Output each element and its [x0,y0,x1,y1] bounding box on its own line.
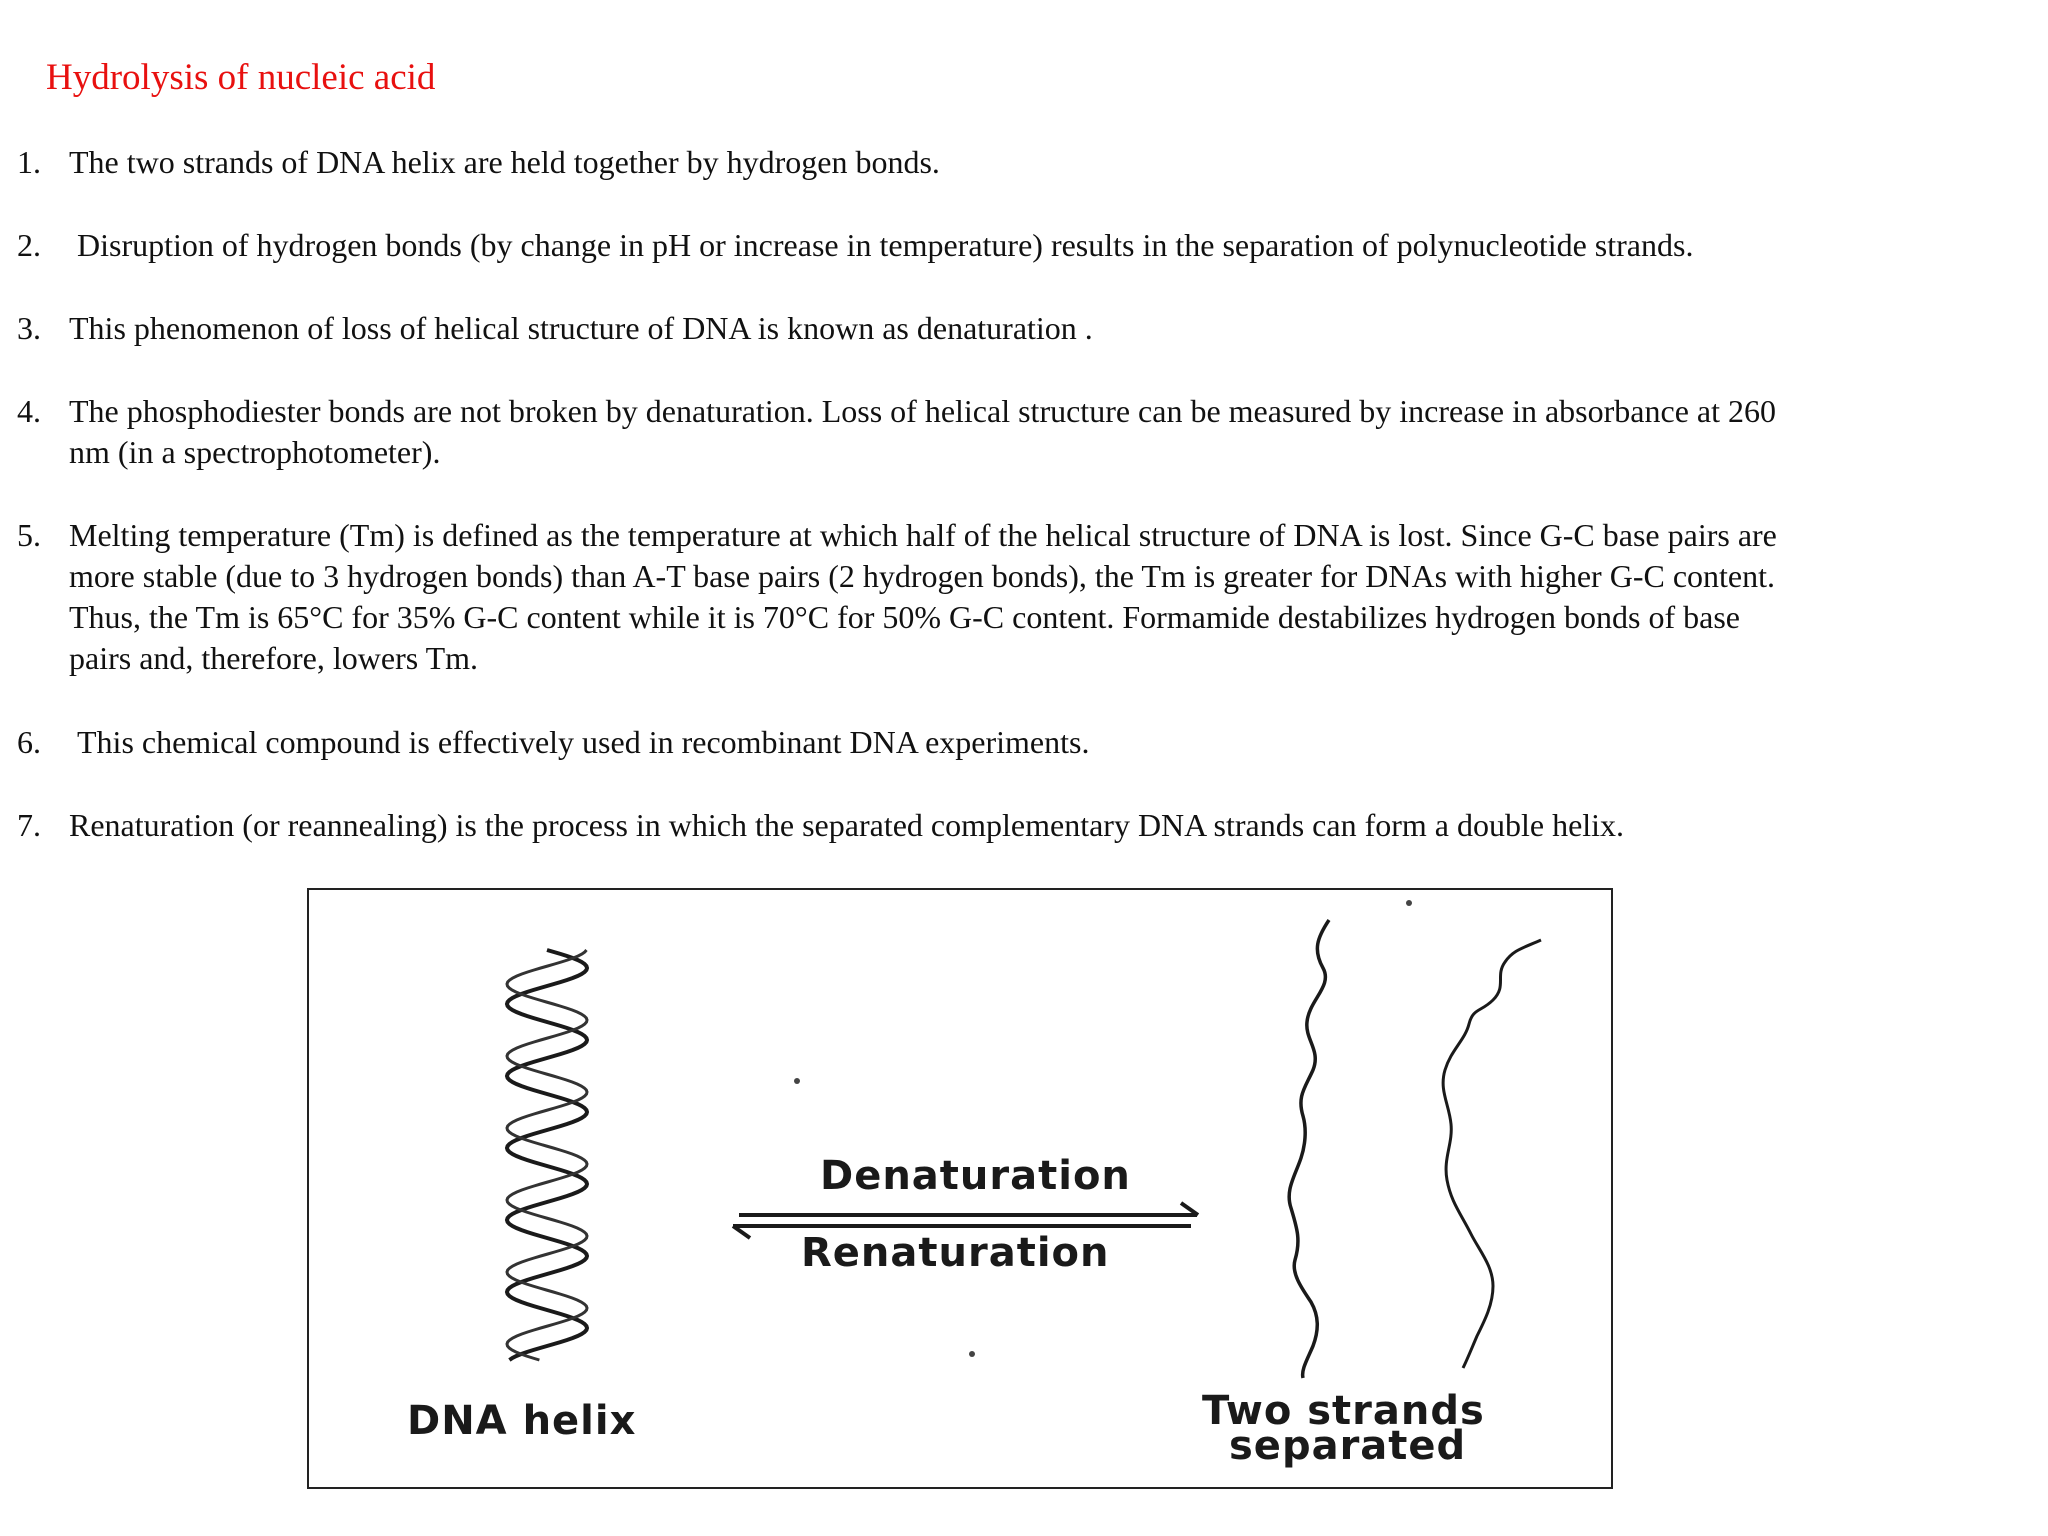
item-line: Thus, the Tm is 65°C for 35% G-C content while it is 70°C for 50% G-C content. Formamide destabilizes hydrogen bonds of base [69,599,1740,635]
item-number: 7. [17,807,41,843]
item-text [69,142,1929,183]
item-line: Melting temperature (Tm) is defined as the temperature at which half of the helical structure of DNA is lost. Since G-C base pairs are [69,517,1777,553]
separated-label: separated [1229,1423,1467,1469]
denaturation-label: Denaturation [820,1153,1131,1199]
item-line: This phenomenon of loss of helical structure of DNA is known as denaturation . [69,310,1093,346]
item-line: nm (in a spectrophotometer). [69,434,441,470]
item-number: 5. [17,517,41,553]
item-text [69,308,1929,349]
item-line: The phosphodiester bonds are not broken by denaturation. Loss of helical structure can be measured by increase in absorbance at 260 [69,393,1776,429]
item-line: more stable (due to 3 hydrogen bonds) than A-T base pairs (2 hydrogen bonds), the Tm is greater for DNAs with higher G-C content. [69,558,1775,594]
item-number: 4. [17,393,41,429]
item-number: 1. [17,144,41,180]
separated-strand-left [1289,920,1329,1378]
separated-strand-right [1443,940,1541,1368]
item-number: 2. [17,227,41,263]
dna-helix-label: DNA helix [407,1398,637,1444]
item-text [69,805,1929,846]
speck [1406,900,1412,906]
denaturation-figure [307,888,1613,1489]
item-text [69,391,1929,473]
item-line: Disruption of hydrogen bonds (by change in pH or increase in temperature) results in the separation of polynucleotide strands. [77,227,1694,263]
two-strands-label: Two strands [1202,1388,1485,1434]
item-line: The two strands of DNA helix are held together by hydrogen bonds. [69,144,940,180]
page-title: Hydrolysis of nucleic acid [46,57,436,98]
speck [969,1351,975,1357]
item-text [77,722,1937,763]
item-line: pairs and, therefore, lowers Tm. [69,640,479,676]
item-text [69,515,1929,679]
item-number: 6. [17,724,41,760]
item-line: Renaturation (or reannealing) is the process in which the separated complementary DNA strands can form a double helix. [69,807,1625,843]
item-line: This chemical compound is effectively used in recombinant DNA experiments. [77,724,1090,760]
item-text [77,225,1937,266]
renaturation-label: Renaturation [801,1230,1110,1276]
speck [794,1078,800,1084]
item-number: 3. [17,310,41,346]
